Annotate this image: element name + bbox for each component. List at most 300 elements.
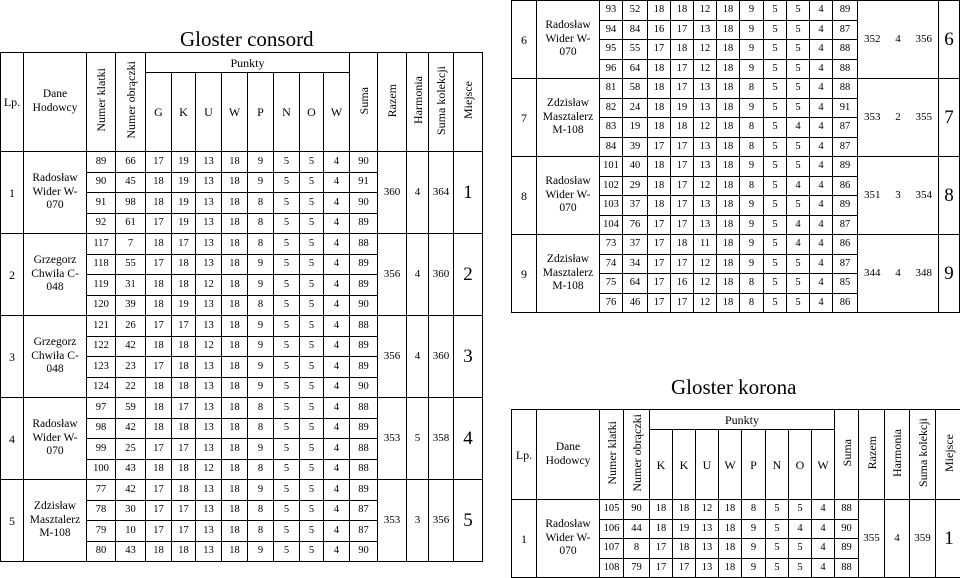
score-cell: 4 xyxy=(324,152,350,173)
score-cell: 18 xyxy=(172,459,196,480)
score-cell: 5 xyxy=(787,20,810,40)
group-totals xyxy=(858,157,939,235)
score-cell: 9 xyxy=(740,157,764,177)
score-cell: 4 xyxy=(324,275,350,296)
score-cell: 9 xyxy=(742,558,766,578)
total-harmonia: 3 xyxy=(895,189,901,201)
score-cell: 13 xyxy=(694,157,717,177)
cage-number: 108 xyxy=(600,558,624,578)
cage-number: 117 xyxy=(87,234,116,255)
bird-sum: 88 xyxy=(835,558,859,578)
score-cell: 13 xyxy=(696,539,719,559)
group-harmonia: 4 xyxy=(407,316,429,398)
score-cell: 18 xyxy=(222,316,248,337)
score-cell: 18 xyxy=(671,40,694,60)
score-cell: 18 xyxy=(717,176,740,196)
score-cell: 17 xyxy=(172,234,196,255)
score-cell: 8 xyxy=(248,418,274,439)
score-cell: 5 xyxy=(274,418,300,439)
score-cell: 12 xyxy=(196,336,222,357)
score-cell: 8 xyxy=(740,274,764,294)
cage-number: 75 xyxy=(600,274,623,294)
group-place: 9 xyxy=(939,235,960,313)
score-cell: 11 xyxy=(694,235,717,255)
col-point: O xyxy=(300,73,324,152)
score-cell: 17 xyxy=(650,558,673,578)
score-cell: 4 xyxy=(810,274,833,294)
score-cell: 8 xyxy=(740,79,764,99)
score-cell: 5 xyxy=(787,98,810,118)
score-cell: 4 xyxy=(324,172,350,193)
cage-number: 89 xyxy=(87,152,116,173)
score-cell: 17 xyxy=(648,293,671,313)
score-cell: 12 xyxy=(694,254,717,274)
score-cell: 5 xyxy=(789,539,812,559)
score-cell: 5 xyxy=(274,213,300,234)
score-cell: 8 xyxy=(740,118,764,138)
score-cell: 4 xyxy=(810,254,833,274)
score-cell: 17 xyxy=(671,137,694,157)
score-cell: 13 xyxy=(196,398,222,419)
cage-number: 107 xyxy=(600,539,624,559)
score-cell: 4 xyxy=(810,118,833,138)
score-cell: 13 xyxy=(196,213,222,234)
score-cell: 5 xyxy=(764,118,787,138)
col-harmonia: Harmonia xyxy=(407,53,429,152)
score-cell: 18 xyxy=(222,418,248,439)
score-cell: 5 xyxy=(787,59,810,79)
bird-sum: 91 xyxy=(350,172,378,193)
bird-sum: 87 xyxy=(833,118,858,138)
score-cell: 17 xyxy=(146,316,172,337)
score-cell: 17 xyxy=(172,439,196,460)
score-cell: 5 xyxy=(787,137,810,157)
score-cell: 4 xyxy=(812,500,835,520)
score-cell: 4 xyxy=(810,293,833,313)
score-cell: 18 xyxy=(222,295,248,316)
col-point: W xyxy=(812,430,835,500)
score-cell: 18 xyxy=(717,98,740,118)
score-cell: 17 xyxy=(146,439,172,460)
group-suma-kolekcji: 359 xyxy=(910,500,936,578)
score-cell: 18 xyxy=(717,59,740,79)
score-cell: 18 xyxy=(222,172,248,193)
score-cell: 4 xyxy=(324,459,350,480)
col-point: G xyxy=(146,73,172,152)
group-harmonia: 4 xyxy=(407,234,429,316)
score-cell: 4 xyxy=(812,519,835,539)
score-cell: 5 xyxy=(274,275,300,296)
score-cell: 4 xyxy=(324,316,350,337)
cage-number: 94 xyxy=(600,20,623,40)
cage-number: 93 xyxy=(600,1,623,21)
bird-sum: 87 xyxy=(833,20,858,40)
score-cell: 9 xyxy=(740,40,764,60)
score-cell: 4 xyxy=(324,439,350,460)
score-cell: 4 xyxy=(810,196,833,216)
score-cell: 5 xyxy=(766,500,789,520)
col-point: W xyxy=(324,73,350,152)
bird-sum: 89 xyxy=(350,254,378,275)
score-cell: 9 xyxy=(742,519,766,539)
score-cell: 5 xyxy=(274,541,300,562)
bird-sum: 90 xyxy=(835,519,859,539)
score-cell: 5 xyxy=(787,40,810,60)
group-lp: 5 xyxy=(1,480,24,562)
col-suma-kolekcji: Suma kolekcji xyxy=(429,53,454,152)
score-cell: 16 xyxy=(671,274,694,294)
table-row xyxy=(1,316,511,337)
score-cell: 9 xyxy=(740,215,764,235)
cage-number: 123 xyxy=(87,357,116,378)
score-cell: 18 xyxy=(222,541,248,562)
score-cell: 13 xyxy=(694,215,717,235)
score-cell: 18 xyxy=(146,172,172,193)
consord-body xyxy=(1,152,511,562)
ring-number: 19 xyxy=(623,118,648,138)
score-cell: 13 xyxy=(196,377,222,398)
score-cell: 18 xyxy=(222,213,248,234)
score-cell: 18 xyxy=(172,336,196,357)
score-cell: 12 xyxy=(694,59,717,79)
score-cell: 4 xyxy=(810,59,833,79)
bird-sum: 87 xyxy=(833,215,858,235)
col-point: K xyxy=(650,430,673,500)
score-cell: 5 xyxy=(300,193,324,214)
score-cell: 4 xyxy=(324,500,350,521)
group-razem: 353 xyxy=(378,398,407,480)
breeder-name: Grzegorz Chwiła C-048 xyxy=(24,234,87,316)
score-cell: 9 xyxy=(740,1,764,21)
score-cell: 12 xyxy=(196,459,222,480)
score-cell: 5 xyxy=(787,1,810,21)
cage-number: 81 xyxy=(600,79,623,99)
ring-number: 10 xyxy=(116,521,146,542)
group-totals xyxy=(858,1,939,79)
score-cell: 8 xyxy=(248,234,274,255)
score-cell: 5 xyxy=(274,234,300,255)
score-cell: 17 xyxy=(648,235,671,255)
score-cell: 17 xyxy=(146,480,172,501)
score-cell: 18 xyxy=(146,193,172,214)
score-cell: 4 xyxy=(324,541,350,562)
cage-number: 121 xyxy=(87,316,116,337)
bird-sum: 88 xyxy=(833,40,858,60)
group-place: 8 xyxy=(939,157,960,235)
bird-sum: 89 xyxy=(350,418,378,439)
cage-number: 120 xyxy=(87,295,116,316)
group-harmonia: 4 xyxy=(885,500,910,578)
score-cell: 4 xyxy=(810,98,833,118)
cage-number: 79 xyxy=(87,521,116,542)
score-cell: 8 xyxy=(740,293,764,313)
score-cell: 18 xyxy=(146,234,172,255)
ring-number: 64 xyxy=(623,274,648,294)
score-cell: 18 xyxy=(222,254,248,275)
cage-number: 92 xyxy=(87,213,116,234)
bird-sum: 89 xyxy=(350,480,378,501)
score-cell: 18 xyxy=(222,480,248,501)
score-cell: 5 xyxy=(764,137,787,157)
col-point: P xyxy=(248,73,274,152)
score-cell: 5 xyxy=(300,521,324,542)
korona-table xyxy=(511,409,960,578)
consord-title: Gloster consord xyxy=(180,27,314,52)
ring-number: 64 xyxy=(623,59,648,79)
score-cell: 8 xyxy=(740,137,764,157)
table-row xyxy=(1,398,511,419)
score-cell: 4 xyxy=(810,235,833,255)
cage-number: 103 xyxy=(600,196,623,216)
ring-number: 25 xyxy=(116,439,146,460)
cage-number: 106 xyxy=(600,519,624,539)
score-cell: 17 xyxy=(648,254,671,274)
score-cell: 18 xyxy=(717,254,740,274)
bird-sum: 88 xyxy=(833,59,858,79)
score-cell: 4 xyxy=(789,519,812,539)
ring-number: 37 xyxy=(623,235,648,255)
bird-sum: 90 xyxy=(350,377,378,398)
ring-number: 24 xyxy=(623,98,648,118)
score-cell: 18 xyxy=(717,235,740,255)
score-cell: 5 xyxy=(766,558,789,578)
score-cell: 4 xyxy=(324,418,350,439)
bird-sum: 88 xyxy=(350,398,378,419)
ring-number: 34 xyxy=(623,254,648,274)
col-point: N xyxy=(766,430,789,500)
score-cell: 5 xyxy=(789,558,812,578)
score-cell: 13 xyxy=(196,295,222,316)
score-cell: 9 xyxy=(248,316,274,337)
group-razem: 356 xyxy=(378,234,407,316)
score-cell: 18 xyxy=(648,157,671,177)
score-cell: 13 xyxy=(196,254,222,275)
cage-number: 118 xyxy=(87,254,116,275)
score-cell: 5 xyxy=(764,98,787,118)
group-razem: 360 xyxy=(378,152,407,234)
korona-header xyxy=(512,410,960,500)
score-cell: 4 xyxy=(810,176,833,196)
group-harmonia: 3 xyxy=(407,480,429,562)
score-cell: 5 xyxy=(274,172,300,193)
col-point: N xyxy=(274,73,300,152)
score-cell: 9 xyxy=(248,172,274,193)
score-cell: 5 xyxy=(766,519,789,539)
score-cell: 18 xyxy=(650,519,673,539)
score-cell: 5 xyxy=(274,152,300,173)
group-lp: 3 xyxy=(1,316,24,398)
col-point: K xyxy=(172,73,196,152)
score-cell: 8 xyxy=(248,193,274,214)
group-suma-kolekcji: 364 xyxy=(429,152,454,234)
ring-number: 52 xyxy=(623,1,648,21)
group-place: 5 xyxy=(454,480,483,562)
group-razem: 356 xyxy=(378,316,407,398)
score-cell: 13 xyxy=(196,316,222,337)
score-cell: 17 xyxy=(648,215,671,235)
ring-number: 90 xyxy=(624,500,650,520)
score-cell: 5 xyxy=(300,439,324,460)
score-cell: 5 xyxy=(764,20,787,40)
score-cell: 4 xyxy=(810,1,833,21)
cage-number: 90 xyxy=(87,172,116,193)
score-cell: 13 xyxy=(196,418,222,439)
score-cell: 5 xyxy=(300,541,324,562)
score-cell: 12 xyxy=(694,293,717,313)
bird-sum: 89 xyxy=(350,213,378,234)
score-cell: 18 xyxy=(222,275,248,296)
korona-body xyxy=(512,500,960,578)
group-razem: 353 xyxy=(378,480,407,562)
score-cell: 9 xyxy=(740,20,764,40)
score-cell: 5 xyxy=(764,157,787,177)
total-suma-kolekcji: 356 xyxy=(916,33,933,45)
score-cell: 18 xyxy=(146,418,172,439)
score-cell: 5 xyxy=(764,274,787,294)
score-cell: 18 xyxy=(146,275,172,296)
score-cell: 5 xyxy=(274,193,300,214)
score-cell: 18 xyxy=(671,1,694,21)
score-cell: 18 xyxy=(648,1,671,21)
score-cell: 5 xyxy=(764,215,787,235)
score-cell: 5 xyxy=(274,398,300,419)
group-lp: 2 xyxy=(1,234,24,316)
score-cell: 9 xyxy=(248,254,274,275)
cage-number: 97 xyxy=(87,398,116,419)
ring-number: 58 xyxy=(623,79,648,99)
cage-number: 73 xyxy=(600,235,623,255)
score-cell: 18 xyxy=(172,275,196,296)
ring-number: 40 xyxy=(623,157,648,177)
score-cell: 4 xyxy=(324,521,350,542)
score-cell: 5 xyxy=(274,295,300,316)
total-harmonia: 4 xyxy=(895,267,901,279)
col-suma: Suma xyxy=(350,53,378,152)
score-cell: 13 xyxy=(694,196,717,216)
bird-sum: 90 xyxy=(350,541,378,562)
score-cell: 5 xyxy=(274,357,300,378)
score-cell: 17 xyxy=(172,521,196,542)
breeder-name: Radosław Wider W-070 xyxy=(537,157,600,235)
group-razem: 355 xyxy=(859,500,885,578)
score-cell: 18 xyxy=(146,295,172,316)
score-cell: 4 xyxy=(812,539,835,559)
score-cell: 17 xyxy=(146,213,172,234)
total-razem: 344 xyxy=(864,267,881,279)
bird-sum: 89 xyxy=(350,275,378,296)
cage-number: 74 xyxy=(600,254,623,274)
ring-number: 43 xyxy=(116,541,146,562)
score-cell: 8 xyxy=(248,521,274,542)
score-cell: 13 xyxy=(196,357,222,378)
score-cell: 17 xyxy=(671,196,694,216)
col-dane-hodowcy: Dane Hodowcy xyxy=(24,53,87,152)
group-suma-kolekcji: 360 xyxy=(429,316,454,398)
score-cell: 4 xyxy=(812,558,835,578)
score-cell: 18 xyxy=(717,215,740,235)
ring-number: 98 xyxy=(116,193,146,214)
bird-sum: 88 xyxy=(833,79,858,99)
score-cell: 5 xyxy=(300,398,324,419)
score-cell: 18 xyxy=(648,196,671,216)
score-cell: 18 xyxy=(146,377,172,398)
score-cell: 17 xyxy=(172,398,196,419)
score-cell: 9 xyxy=(248,275,274,296)
score-cell: 5 xyxy=(764,59,787,79)
total-razem: 351 xyxy=(864,189,881,201)
col-numer-klatki: Numer klatki xyxy=(600,410,624,500)
bird-sum: 88 xyxy=(350,459,378,480)
breeder-name: Zdzisław Masztalerz M-108 xyxy=(537,235,600,313)
ring-number: 55 xyxy=(116,254,146,275)
score-cell: 5 xyxy=(274,500,300,521)
score-cell: 5 xyxy=(300,357,324,378)
score-cell: 9 xyxy=(248,336,274,357)
score-cell: 18 xyxy=(146,459,172,480)
ring-number: 46 xyxy=(623,293,648,313)
total-razem: 353 xyxy=(864,111,881,123)
bird-sum: 88 xyxy=(350,316,378,337)
cage-number: 104 xyxy=(600,215,623,235)
score-cell: 5 xyxy=(764,196,787,216)
score-cell: 17 xyxy=(172,500,196,521)
score-cell: 17 xyxy=(671,176,694,196)
score-cell: 18 xyxy=(222,152,248,173)
score-cell: 13 xyxy=(196,234,222,255)
score-cell: 13 xyxy=(196,172,222,193)
score-cell: 5 xyxy=(787,79,810,99)
col-miejsce: Miejsce xyxy=(936,410,960,500)
score-cell: 18 xyxy=(719,519,742,539)
col-point: U xyxy=(196,73,222,152)
score-cell: 18 xyxy=(673,539,696,559)
score-cell: 5 xyxy=(300,459,324,480)
group-place: 3 xyxy=(454,316,483,398)
score-cell: 5 xyxy=(764,40,787,60)
score-cell: 5 xyxy=(764,1,787,21)
score-cell: 18 xyxy=(172,418,196,439)
cage-number: 77 xyxy=(87,480,116,501)
cage-number: 76 xyxy=(600,293,623,313)
bird-sum: 86 xyxy=(833,176,858,196)
group-lp: 8 xyxy=(512,157,537,235)
group-lp: 1 xyxy=(512,500,537,578)
col-razem: Razem xyxy=(378,53,407,152)
score-cell: 5 xyxy=(274,439,300,460)
ring-number: 22 xyxy=(116,377,146,398)
score-cell: 17 xyxy=(673,558,696,578)
score-cell: 4 xyxy=(324,254,350,275)
score-cell: 8 xyxy=(248,500,274,521)
total-suma-kolekcji: 354 xyxy=(916,189,933,201)
cage-number: 84 xyxy=(600,137,623,157)
ring-number: 45 xyxy=(116,172,146,193)
score-cell: 17 xyxy=(146,152,172,173)
score-cell: 5 xyxy=(787,157,810,177)
score-cell: 5 xyxy=(764,176,787,196)
group-harmonia: 4 xyxy=(407,152,429,234)
score-cell: 4 xyxy=(810,215,833,235)
consord-continued-table xyxy=(511,0,960,313)
score-cell: 13 xyxy=(196,541,222,562)
score-cell: 5 xyxy=(300,316,324,337)
score-cell: 13 xyxy=(696,558,719,578)
col-punkty: Punkty xyxy=(650,410,835,430)
score-cell: 13 xyxy=(694,79,717,99)
score-cell: 18 xyxy=(717,1,740,21)
col-punkty: Punkty xyxy=(146,53,350,73)
score-cell: 4 xyxy=(324,398,350,419)
